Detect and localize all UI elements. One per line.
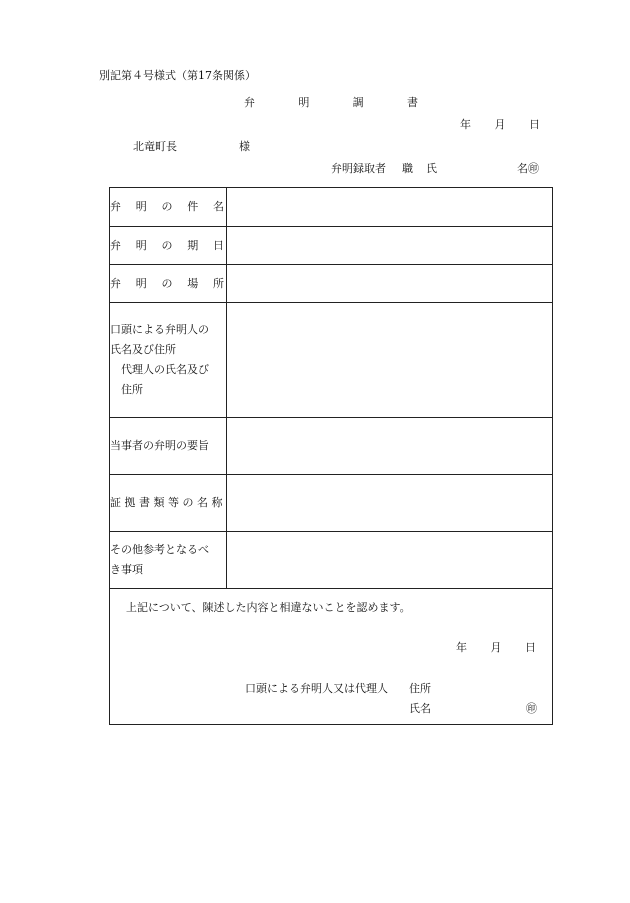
date-month: 月 xyxy=(490,641,502,654)
recorder-name-suffix: 名㊞ xyxy=(517,162,539,175)
form-number: 別記第４号様式（第17条関係） xyxy=(99,69,256,82)
date-month: 月 xyxy=(494,118,506,131)
label-char: 明 xyxy=(135,276,147,290)
label-char: 明 xyxy=(135,200,147,213)
title-char: 弁 xyxy=(244,96,255,109)
addressee: 北竜町長 xyxy=(133,140,177,153)
case-name-field[interactable] xyxy=(227,188,553,227)
declaration-statement: 上記について、陳述した内容と相違ないことを認めます。 xyxy=(126,601,411,614)
row-label xyxy=(110,265,227,303)
label-char: 期 xyxy=(187,238,199,252)
row-label xyxy=(110,418,227,475)
label-char: の xyxy=(161,238,173,252)
label-char: 弁 xyxy=(110,200,121,213)
label-char: 所 xyxy=(213,276,224,290)
declaration-date xyxy=(456,639,536,655)
label-char: 明 xyxy=(135,238,147,252)
label-line: 氏名及び住所 xyxy=(110,343,176,356)
row-label xyxy=(110,188,227,227)
label-line: き事項 xyxy=(110,563,143,576)
title-char: 明 xyxy=(298,96,310,109)
label-line: 口頭による弁明人の xyxy=(110,323,209,336)
title-char: 書 xyxy=(406,96,418,109)
label-char: 件 xyxy=(187,200,199,213)
table-row xyxy=(110,188,553,227)
label-char: 弁 xyxy=(110,238,121,252)
label-char: 名 xyxy=(213,200,224,213)
row-label xyxy=(110,475,227,532)
explanation-summary-field[interactable] xyxy=(227,418,553,475)
table-row xyxy=(110,475,553,532)
table-row xyxy=(110,532,553,589)
document-title xyxy=(244,94,418,110)
label-line: 住所 xyxy=(110,383,143,396)
row-label xyxy=(110,227,227,265)
table-row xyxy=(110,227,553,265)
table-row xyxy=(110,589,553,725)
declarant-label: 口頭による弁明人又は代理人 xyxy=(245,682,388,695)
date-day: 日 xyxy=(529,118,540,131)
label-char: の xyxy=(161,200,173,213)
label-char: の xyxy=(161,276,173,290)
label-char: 弁 xyxy=(110,276,121,290)
name-label: 氏名 xyxy=(409,702,431,715)
evidence-documents-field[interactable] xyxy=(227,475,553,532)
date-year: 年 xyxy=(460,118,471,131)
header-date xyxy=(460,116,540,132)
label-line: 証 拠 書 類 等 の 名 称 xyxy=(110,496,223,509)
row-label xyxy=(110,303,227,418)
table-row xyxy=(110,303,553,418)
hearing-place-field[interactable] xyxy=(227,265,553,303)
label-line: 当事者の弁明の要旨 xyxy=(110,439,209,452)
label-char: 日 xyxy=(213,238,224,252)
explanation-record-table xyxy=(109,187,553,725)
recorder-title: 職 xyxy=(402,162,413,175)
recorder-label: 弁明録取者 xyxy=(331,162,386,175)
row-label xyxy=(110,532,227,589)
hearing-date-field[interactable] xyxy=(227,227,553,265)
date-day: 日 xyxy=(525,641,536,654)
table-row xyxy=(110,265,553,303)
table-row xyxy=(110,418,553,475)
label-line: 代理人の氏名及び xyxy=(110,363,209,376)
respondent-info-field[interactable] xyxy=(227,303,553,418)
title-char: 調 xyxy=(352,96,364,109)
recorder-name-prefix: 氏 xyxy=(426,162,437,175)
label-line: その他参考となるべ xyxy=(110,543,209,556)
declaration-cell xyxy=(110,589,553,725)
date-year: 年 xyxy=(456,641,467,654)
other-reference-field[interactable] xyxy=(227,532,553,589)
address-label: 住所 xyxy=(409,682,431,695)
honorific: 様 xyxy=(239,140,250,153)
label-char: 場 xyxy=(187,276,199,290)
seal-mark: ㊞ xyxy=(526,702,537,715)
